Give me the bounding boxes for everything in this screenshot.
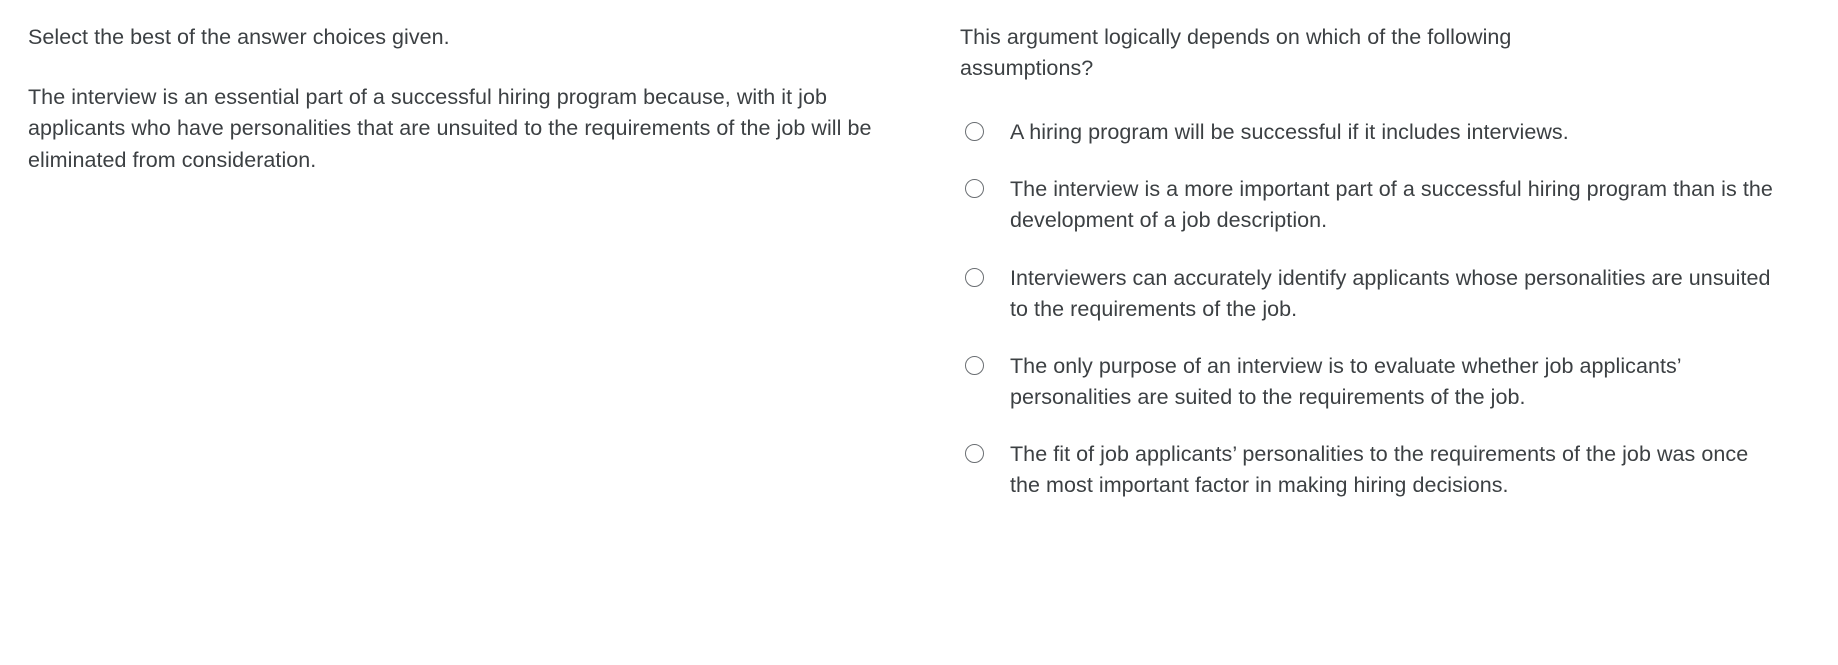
answer-choice-label: Interviewers can accurately identify applicants whose personalities are unsuited to the requirements of the job. [1010,265,1771,321]
answer-choice-label: The only purpose of an interview is to evaluate whether job applicants’ personalities are suited to the requirements of the job. [1010,353,1681,410]
answer-choice-e[interactable] [960,439,1798,501]
answer-choice-b[interactable] [960,174,1798,236]
answer-choice-label: A hiring program will be successful if it includes interviews. [1010,120,1569,145]
stimulus-pane [0,22,960,665]
radio-button-icon[interactable] [965,179,984,198]
radio-button-icon[interactable] [965,122,984,141]
answer-pane [960,22,1838,665]
answer-choice-label: The interview is a more important part of a successful hiring program than is the development of a job description. [1010,177,1773,233]
radio-button-icon[interactable] [965,444,984,463]
answer-choice-label: The fit of job applicants’ personalities to the requirements of the job was once the most important factor in making hiring decisions. [1010,442,1749,498]
radio-button-icon[interactable] [965,356,984,375]
instruction-text: Select the best of the answer choices given. [28,25,450,49]
stimulus-text: The interview is an essential part of a successful hiring program because, with it job applicants who have personalities that are unsuited to the requirements of the job will be eliminated from consideration. [28,84,872,173]
answer-choice-d[interactable] [960,351,1798,413]
answer-choice-list [960,117,1798,502]
question-prompt: This argument logically depends on which of the following assumptions? [960,25,1512,80]
radio-button-icon[interactable] [965,268,984,287]
answer-choice-a[interactable] [960,117,1798,148]
answer-choice-c[interactable] [960,263,1798,325]
